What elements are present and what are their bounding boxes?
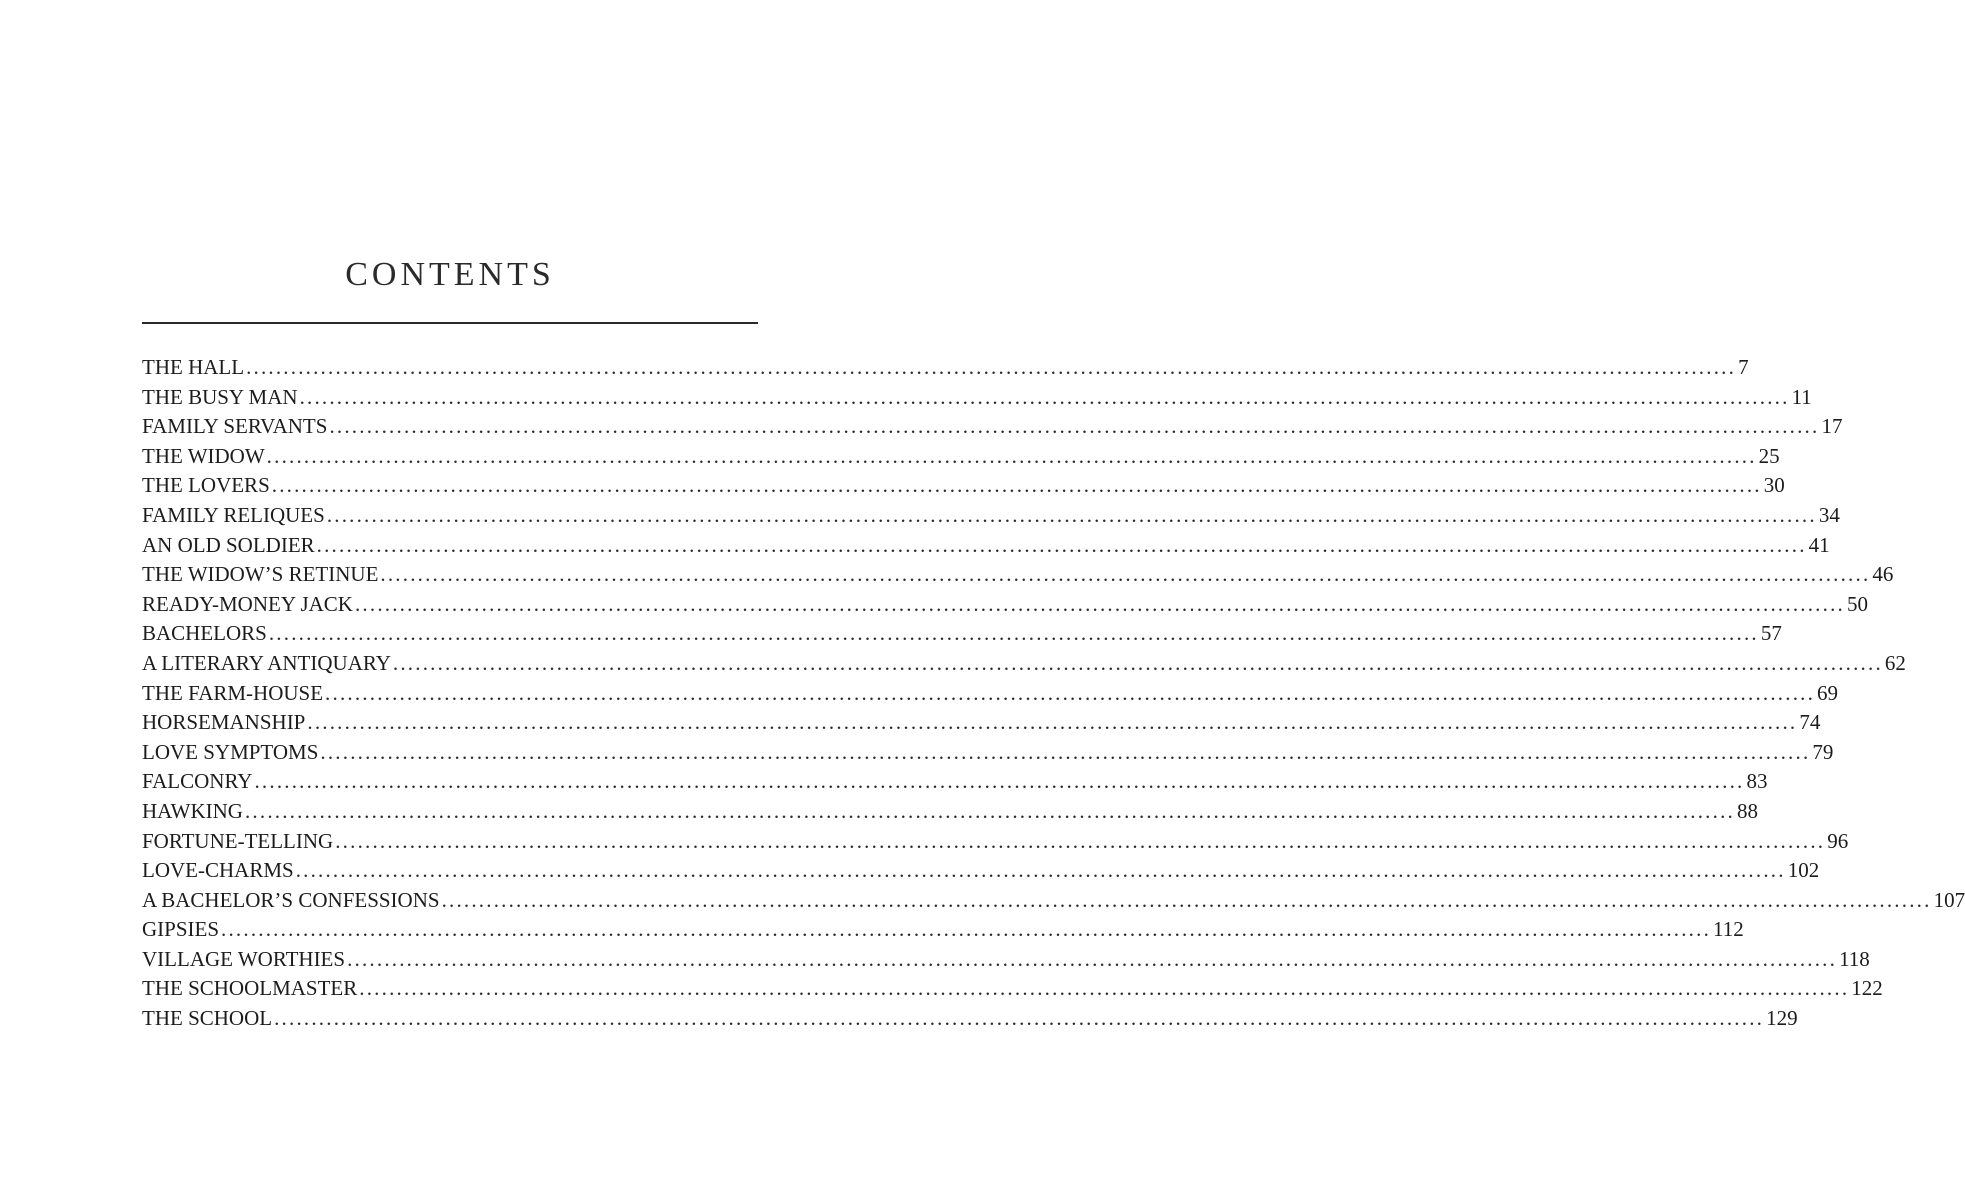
toc-entry [142, 471, 1785, 501]
toc-entry-page-number: 69 [1817, 680, 1839, 705]
toc-entry-page-number: 96 [1827, 828, 1849, 853]
toc-entry-page-number: 62 [1884, 650, 1906, 675]
toc-entry-page-number: 50 [1846, 591, 1868, 616]
toc-entry-title: A BACHELOR’S CONFESSIONS [142, 887, 440, 912]
toc-entry-title: FAMILY RELIQUES [142, 502, 325, 527]
toc-entry [142, 590, 1868, 620]
toc-entry-page-number: 34 [1818, 502, 1840, 527]
toc-entry-title: A LITERARY ANTIQUARY [142, 650, 391, 675]
dot-leader: ........................................................................................................................................................................................................ [335, 828, 1826, 853]
dot-leader: ........................................................................................................................................................................................................ [254, 769, 1745, 794]
toc-entry [142, 738, 1834, 768]
toc-entry-title: VILLAGE WORTHIES [142, 946, 346, 971]
title-divider [142, 322, 758, 324]
toc-entry-page-number: 107 [1933, 887, 1965, 912]
dot-leader: ........................................................................................................................................................................................................ [347, 946, 1838, 971]
toc-entry-page-number: 118 [1839, 946, 1870, 971]
toc-entry-page-number: 74 [1799, 710, 1821, 735]
toc-entry [142, 945, 1870, 975]
toc-entry-title: THE WIDOW [142, 443, 265, 468]
dot-leader: ........................................................................................................................................................................................................ [326, 502, 1817, 527]
dot-leader: ........................................................................................................................................................................................................ [307, 710, 1798, 735]
toc-entry-page-number: 129 [1766, 1006, 1798, 1031]
table-of-contents [142, 353, 1965, 1034]
toc-entry [142, 827, 1849, 857]
toc-entry-title: THE SCHOOLMASTER [142, 976, 358, 1001]
toc-entry [142, 915, 1744, 945]
toc-entry-title: FALCONRY [142, 769, 253, 794]
dot-leader: ........................................................................................................................................................................................................ [246, 355, 1737, 379]
dot-leader: ........................................................................................................................................................................................................ [221, 917, 1712, 942]
toc-entry [142, 353, 1749, 383]
toc-entry-title: HORSEMANSHIP [142, 710, 306, 735]
toc-entry-title: AN OLD SOLDIER [142, 532, 315, 557]
toc-entry [142, 560, 1894, 590]
toc-entry-page-number: 112 [1713, 917, 1744, 942]
toc-entry-page-number: 122 [1851, 976, 1883, 1001]
dot-leader: ........................................................................................................................................................................................................ [266, 443, 1757, 468]
toc-entry-title: LOVE SYMPTOMS [142, 739, 319, 764]
dot-leader: ........................................................................................................................................................................................................ [271, 473, 1762, 498]
page-title: CONTENTS [345, 256, 555, 293]
toc-entry-title: HAWKING [142, 798, 243, 823]
toc-entry-title: THE SCHOOL [142, 1006, 273, 1031]
toc-entry [142, 1004, 1798, 1034]
dot-leader: ........................................................................................................................................................................................................ [320, 739, 1811, 764]
toc-entry-title: FAMILY SERVANTS [142, 414, 328, 439]
toc-entry [142, 383, 1812, 413]
dot-leader: ........................................................................................................................................................................................................ [441, 887, 1932, 912]
toc-entry-title: THE LOVERS [142, 473, 270, 498]
toc-entry [142, 856, 1820, 886]
toc-entry [142, 649, 1906, 679]
toc-entry-page-number: 46 [1872, 562, 1894, 587]
toc-entry [142, 412, 1843, 442]
dot-leader: ........................................................................................................................................................................................................ [392, 650, 1883, 675]
toc-entry-title: THE BUSY MAN [142, 384, 298, 409]
toc-entry [142, 886, 1965, 916]
toc-entry [142, 442, 1780, 472]
toc-entry-page-number: 57 [1760, 621, 1782, 646]
dot-leader: ........................................................................................................................................................................................................ [274, 1006, 1765, 1031]
toc-entry [142, 619, 1782, 649]
dot-leader: ........................................................................................................................................................................................................ [244, 798, 1735, 823]
dot-leader: ........................................................................................................................................................................................................ [268, 621, 1759, 646]
toc-entry-page-number: 7 [1738, 355, 1749, 379]
dot-leader: ........................................................................................................................................................................................................ [325, 680, 1816, 705]
dot-leader: ........................................................................................................................................................................................................ [354, 591, 1845, 616]
toc-entry-page-number: 41 [1808, 532, 1830, 557]
toc-entry-page-number: 88 [1736, 798, 1758, 823]
toc-entry-title: BACHELORS [142, 621, 267, 646]
toc-entry-title: FORTUNE-TELLING [142, 828, 334, 853]
toc-entry-title: GIPSIES [142, 917, 220, 942]
toc-entry-page-number: 17 [1821, 414, 1843, 439]
dot-leader: ........................................................................................................................................................................................................ [316, 532, 1807, 557]
toc-entry [142, 531, 1830, 561]
toc-entry-title: THE WIDOW’S RETINUE [142, 562, 379, 587]
toc-entry-title: READY-MONEY JACK [142, 591, 353, 616]
toc-entry-title: LOVE-CHARMS [142, 858, 294, 883]
dot-leader: ........................................................................................................................................................................................................ [329, 414, 1820, 439]
toc-entry-page-number: 83 [1746, 769, 1768, 794]
toc-entry-title: THE FARM-HOUSE [142, 680, 324, 705]
dot-leader: ........................................................................................................................................................................................................ [380, 562, 1871, 587]
toc-entry-page-number: 30 [1763, 473, 1785, 498]
dot-leader: ........................................................................................................................................................................................................ [299, 384, 1790, 409]
toc-entry [142, 679, 1839, 709]
toc-entry [142, 501, 1840, 531]
toc-entry [142, 767, 1768, 797]
toc-entry-page-number: 79 [1812, 739, 1834, 764]
toc-entry [142, 974, 1883, 1004]
toc-entry [142, 797, 1758, 827]
toc-entry [142, 708, 1821, 738]
dot-leader: ........................................................................................................................................................................................................ [295, 858, 1786, 883]
toc-entry-page-number: 25 [1758, 443, 1780, 468]
toc-entry-title: THE HALL [142, 355, 245, 379]
dot-leader: ........................................................................................................................................................................................................ [359, 976, 1850, 1001]
toc-entry-page-number: 11 [1791, 384, 1812, 409]
toc-entry-page-number: 102 [1787, 858, 1820, 883]
